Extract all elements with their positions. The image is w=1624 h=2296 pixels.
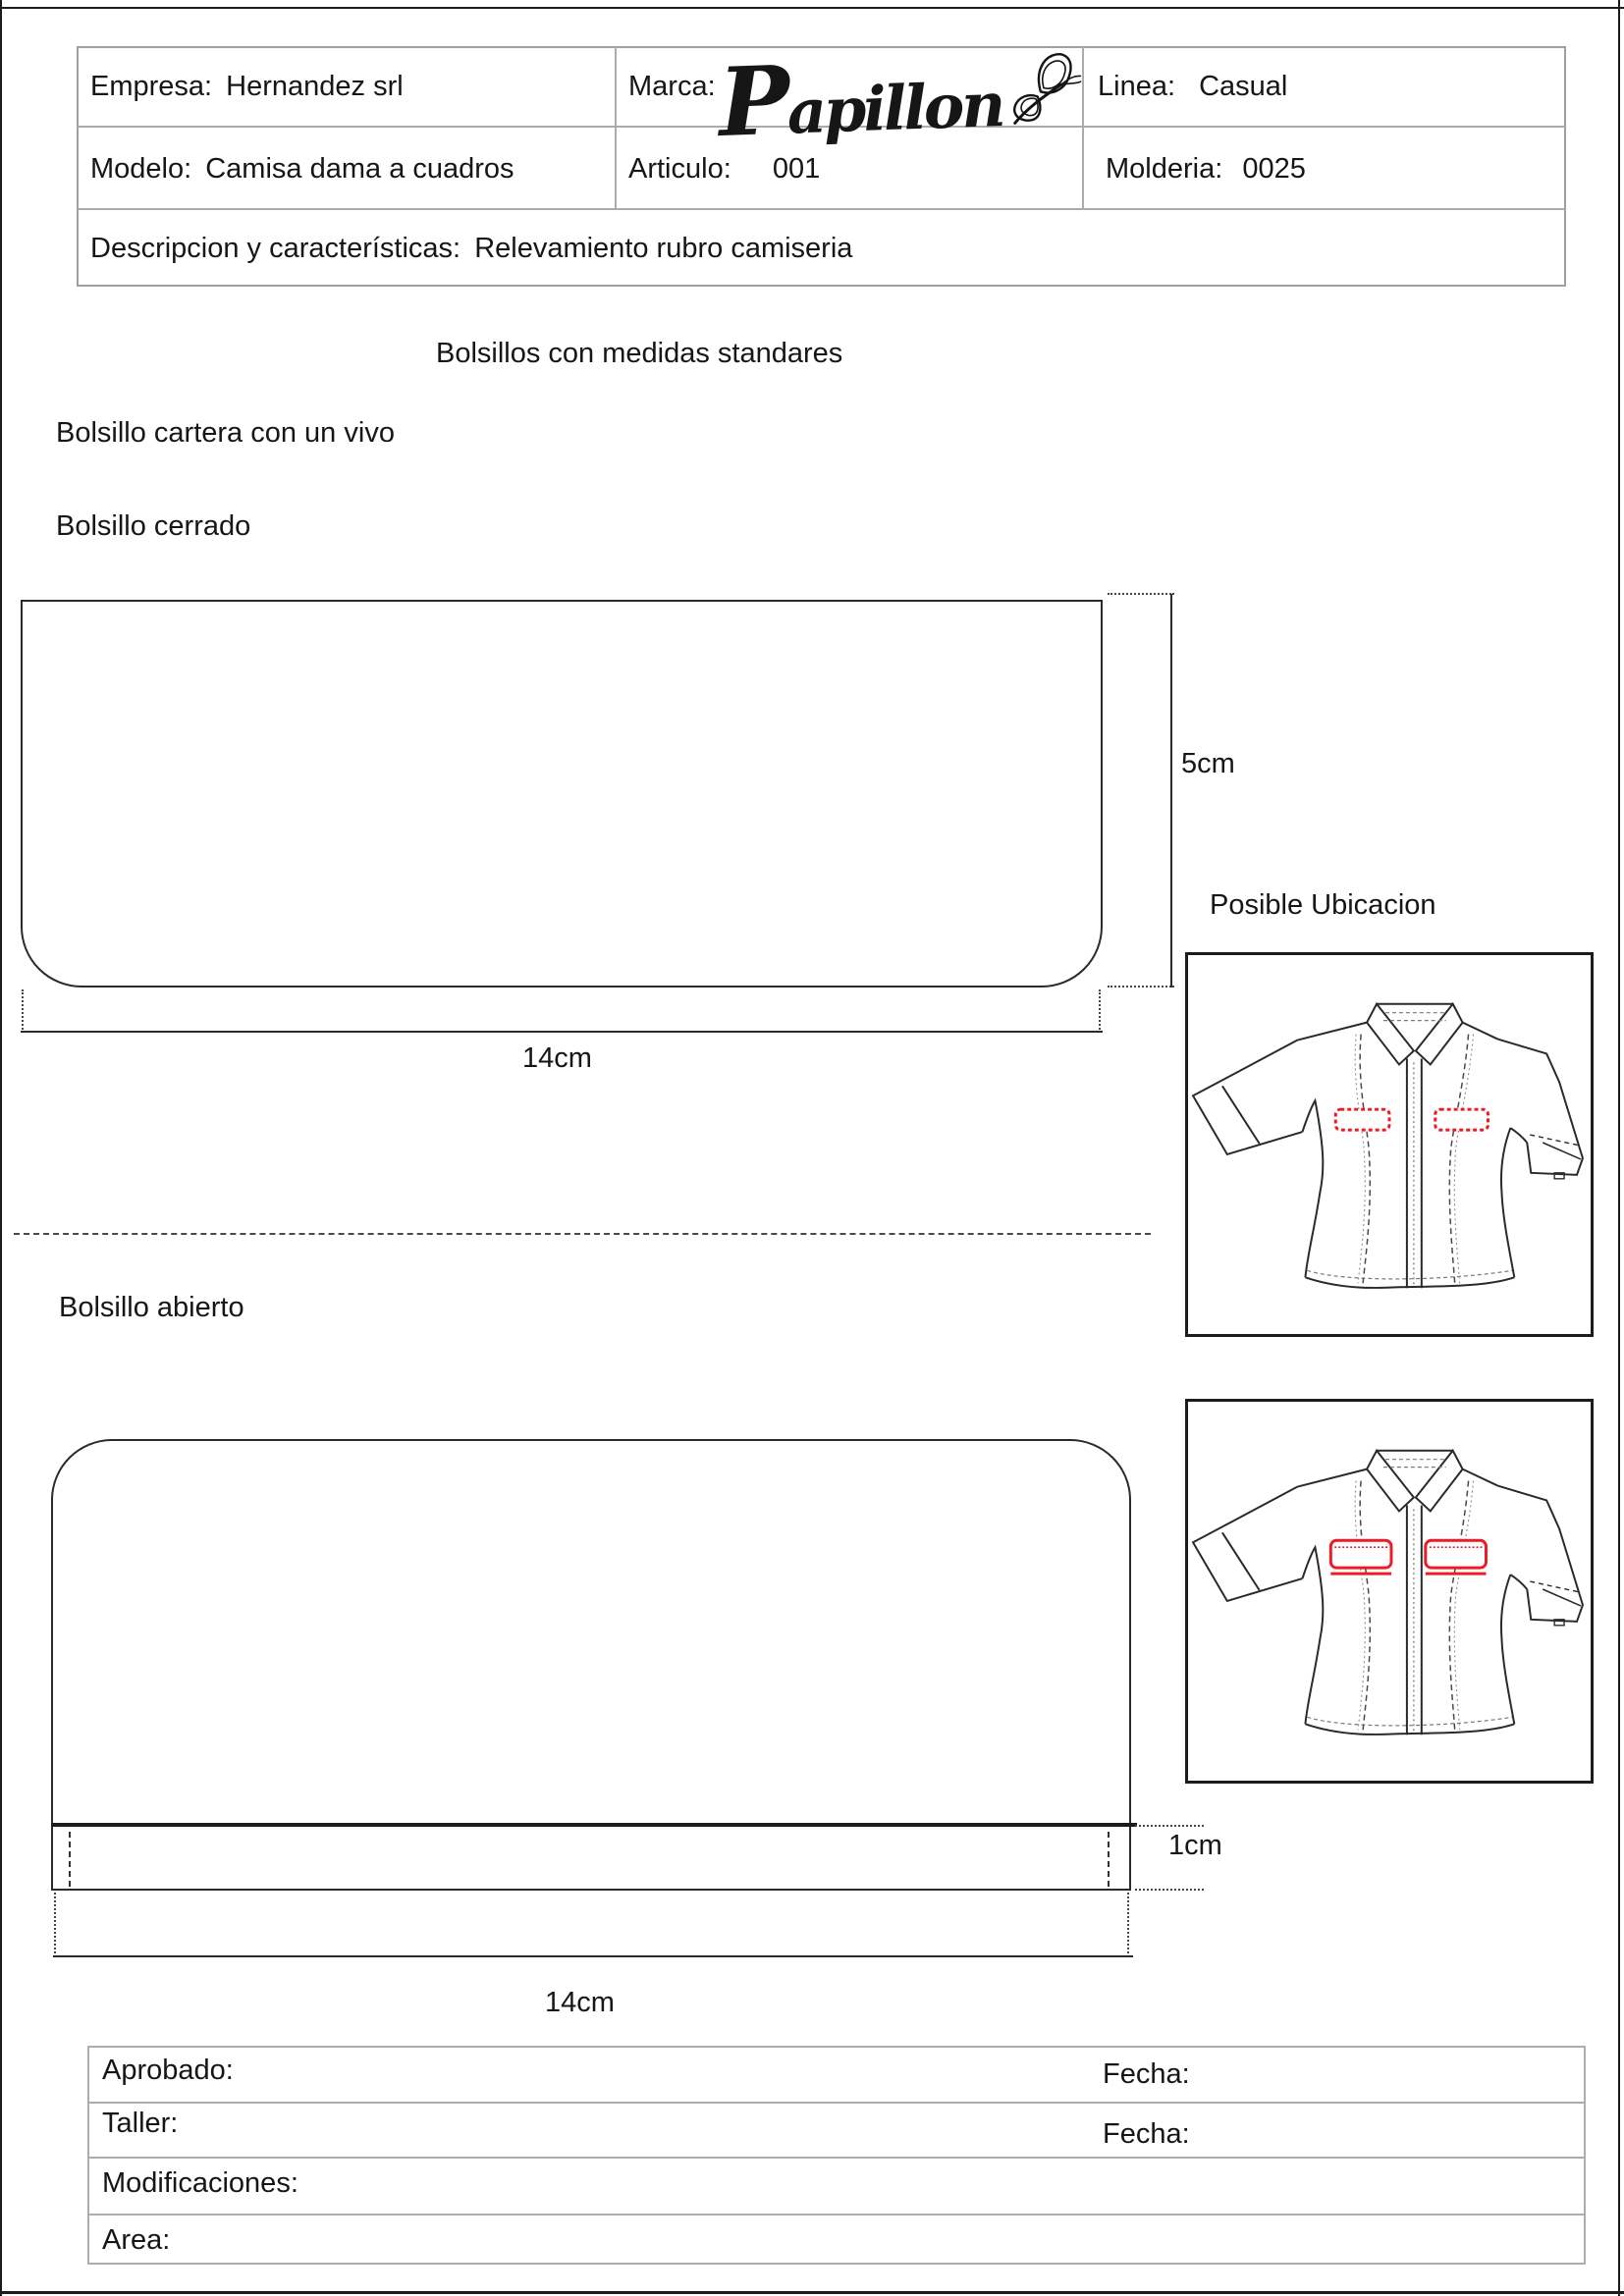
- dim-ext-line: [54, 1893, 56, 1957]
- blouse-front-drawing: [1193, 1004, 1583, 1289]
- dim-ext-line: [1108, 986, 1174, 988]
- page-border-top: [0, 7, 1624, 9]
- open-pocket-marker-right: [1426, 1540, 1487, 1574]
- welt-pocket-marker-right: [1435, 1109, 1489, 1130]
- approval-table: [87, 2046, 1586, 2265]
- descripcion-value: Relevamiento rubro camiseria: [474, 233, 853, 264]
- linea-label: Linea:: [1098, 71, 1176, 102]
- location-illustration-closed: [1185, 952, 1594, 1337]
- location-illustration-open: [1185, 1399, 1594, 1784]
- linea-value: Casual: [1199, 71, 1288, 102]
- modelo-label: Modelo:: [90, 153, 192, 185]
- pocket-note: Bolsillo cartera con un vivo: [56, 417, 395, 449]
- butterfly-icon: [997, 39, 1085, 141]
- papillon-brand-logo: Papillon: [717, 44, 1004, 159]
- dim-ext-line: [1135, 1889, 1204, 1891]
- blouse-front-drawing: [1193, 1451, 1583, 1735]
- linea-cell: [1098, 71, 1287, 103]
- pocket-welt-band: [51, 1827, 1131, 1891]
- fecha-label-1: Fecha:: [1103, 2058, 1190, 2090]
- dim-ext-line: [1127, 1893, 1129, 1957]
- open-pocket-drawing: [51, 1439, 1131, 1825]
- header-col-divider-1: [615, 47, 617, 208]
- dim-label-5cm: 5cm: [1181, 748, 1235, 779]
- empresa-value: Hernandez srl: [226, 71, 404, 102]
- page-border-right: [1618, 0, 1620, 2296]
- descripcion-cell: [90, 233, 852, 265]
- page-title: Bolsillos con medidas standares: [436, 338, 843, 369]
- page-border-bottom: [0, 2291, 1624, 2294]
- modelo-cell: [90, 153, 514, 186]
- welt-pocket-marker-left: [1335, 1109, 1389, 1130]
- location-label: Posible Ubicacion: [1210, 889, 1436, 921]
- marca-label: Marca:: [628, 71, 716, 102]
- dim-ext-line: [1099, 989, 1101, 1033]
- area-label: Area:: [102, 2224, 171, 2256]
- dim-line-5cm: [1170, 594, 1172, 988]
- dim-label-14cm-open: 14cm: [545, 1987, 615, 2018]
- dim-line-14cm-closed: [21, 1031, 1103, 1033]
- header-row-divider-2: [78, 208, 1565, 210]
- articulo-label: Articulo:: [628, 153, 731, 185]
- page-border-left: [0, 0, 2, 2296]
- welt-stitch-dash-left: [69, 1832, 71, 1887]
- aprobado-label: Aprobado:: [102, 2055, 234, 2086]
- empresa-label: Empresa:: [90, 71, 213, 102]
- dim-label-14cm-closed: 14cm: [522, 1042, 592, 1074]
- modificaciones-label: Modificaciones:: [102, 2167, 298, 2199]
- dim-ext-line: [1108, 593, 1174, 595]
- open-pocket-marker-left: [1330, 1540, 1391, 1574]
- empresa-cell: [90, 71, 404, 103]
- closed-pocket-drawing: [21, 600, 1103, 988]
- modelo-value: Camisa dama a cuadros: [205, 153, 514, 185]
- articulo-cell: [628, 153, 820, 186]
- open-pocket-label: Bolsillo abierto: [59, 1292, 244, 1323]
- molderia-cell: [1106, 153, 1306, 186]
- dim-ext-line: [1135, 1825, 1204, 1827]
- molderia-label: Molderia:: [1106, 153, 1223, 185]
- descripcion-label: Descripcion y características:: [90, 233, 461, 264]
- molderia-value: 0025: [1242, 153, 1306, 185]
- section-separator-line: [14, 1233, 1151, 1235]
- footer-row-divider-2: [89, 2157, 1584, 2159]
- dim-label-1cm: 1cm: [1168, 1830, 1222, 1861]
- closed-pocket-label: Bolsillo cerrado: [56, 510, 251, 542]
- footer-row-divider-3: [89, 2214, 1584, 2216]
- footer-row-divider-1: [89, 2102, 1584, 2104]
- dim-line-14cm-open: [53, 1955, 1133, 1957]
- articulo-value: 001: [772, 153, 821, 185]
- welt-stitch-dash-right: [1108, 1832, 1110, 1887]
- fecha-label-2: Fecha:: [1103, 2118, 1190, 2150]
- dim-ext-line: [22, 989, 24, 1033]
- taller-label: Taller:: [102, 2108, 179, 2139]
- header-col-divider-2: [1082, 47, 1084, 208]
